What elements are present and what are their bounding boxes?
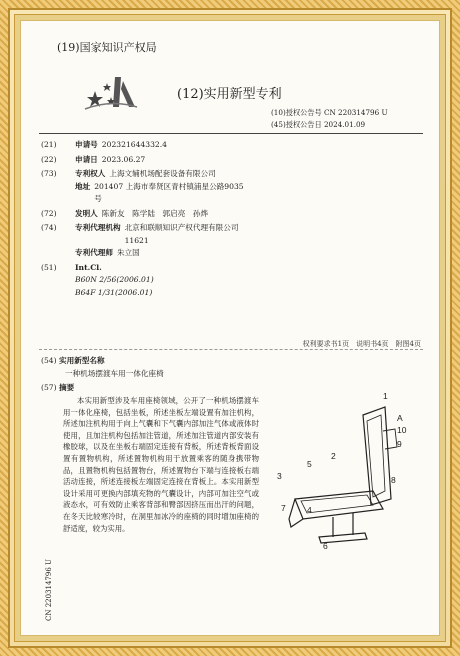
figure-label: 6 [323,541,328,551]
storage-table [383,429,397,449]
seat-legs [333,513,353,537]
side-publication-code: CN 220314796 U [45,559,53,621]
application-number-row: (21) 申请号 202321644332.4 [41,140,168,149]
header-divider [39,133,423,134]
figure-label: 5 [307,459,312,469]
figure-label: 10 [397,425,407,435]
page-counts: 权利要求书1页 说明书4页 附图4页 [302,340,421,348]
intcl-line: B60N 2/56(2006.01) [75,275,154,284]
figure-label: 9 [397,439,402,449]
patent-page [20,20,440,636]
intcl-line: B64F 1/31(2006.01) [75,287,153,297]
figure-label: 3 [277,471,282,481]
section-divider [39,349,423,350]
agent-row: 专利代理师 朱立国 [75,248,140,257]
logo-stroke [121,81,135,107]
cnipa-logo-icon [81,71,141,113]
abstract-text: 本实用新型涉及车用座椅领域，公开了一种机场摆渡车用一体化座椅，包括坐板，所述坐板左端设置有加注机构，所述加注机构用于向上气囊和下气囊内部加注气体或液体时使用，且加注机构包括加注管道，所述加注管道内部安装有橡胶球，以及在坐板右端固定连接有背板，所述背板背面设置有置物机构，所述置物机构用于放置乘客的随身携带物品，且置物机构包括置物台，所述置物台下端与连接板右端活动连接，所述连接板左端固定连接在背板上。本实用新型设计采用可更换内部填充物的气囊设计，内部可加注空气或液态水，可有效防止乘客背部和臀部因挤压而出汗的问题，在冬天比较寒冷时，在洞里加冰冷的座椅的同时增加座椅的舒适度，较为实用。 [63,396,259,533]
agency-row: (74) 专利代理机构 北京和联顺知识产权代理有限公司 11621 [41,223,239,245]
inventors-row: (72) 发明人 陈新友 陈学陆 郭启亮 孙烨 [41,208,209,218]
seat-drawing [267,387,435,555]
patentee-row: (73) 专利权人 上海文辅机场配套设备有限公司 [41,169,216,178]
utility-model-name: 一种机场摆渡车用一体化座椅 [65,369,164,378]
office-name: (19)国家知识产权局 [57,41,157,54]
document-type: (12)实用新型专利 [177,87,282,102]
figure-label: 2 [331,451,336,461]
logo-star-small [103,83,111,91]
figure-label: 8 [391,475,396,485]
application-date-row: (22) 申请日 2023.06.27 [41,154,146,164]
figure-label: 7 [281,503,286,513]
logo-stroke [113,77,121,107]
publication-number: (10)授权公告号 CN 220314796 U [271,108,388,117]
figure-label: 4 [307,505,312,515]
intcl-row: (51) Int.Cl. [41,262,102,272]
address-row: 地址 201407 上海市奉贤区青村镇浦星公路9035号 [75,181,244,203]
figure-label: A [397,413,403,423]
bibliographic-data [41,139,421,299]
figure-label: 1 [383,391,388,401]
publication-date: (45)授权公告日 2024.01.09 [271,120,366,129]
abstract-heading: (57) 摘要 [41,383,75,392]
title-heading: (54) 实用新型名称 [41,356,105,365]
